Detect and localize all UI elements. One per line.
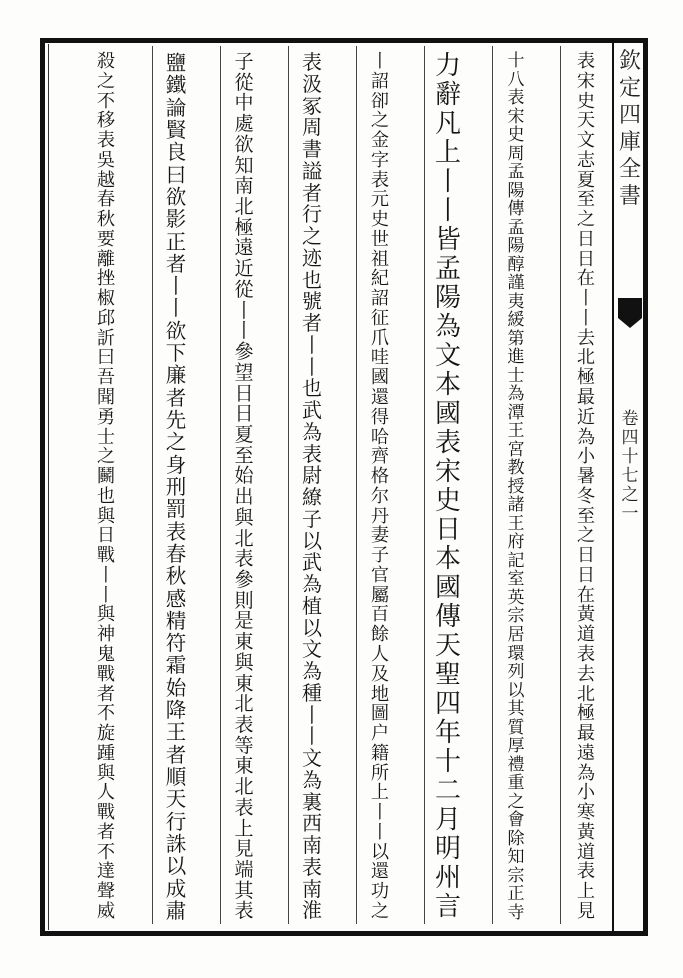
margin-divider (612, 38, 614, 936)
text-column-8: 殺之不移表吳越春秋要離挫椒邱訢曰吾聞勇士之鬭也與日戰丨丨與神鬼戰者不旋踵與人戰者不達聲威 (96, 51, 116, 922)
fish-tail-mark-icon (616, 296, 644, 330)
column-divider (560, 46, 561, 924)
text-column-1: 表宋史天文志夏至之日日在丨丨去北極最近為小暑冬至之日日在黃道表去北極最遠為小寒黃道表上見 (576, 51, 596, 922)
column-divider (288, 46, 289, 924)
text-column-5: 表汲冢周書謚者行之迹也號者丨丨也武為表尉繚子以武為植以文為種丨丨文為裏西南表南淮 (302, 50, 322, 923)
column-divider (220, 46, 221, 924)
text-column-4: 丨詔卻之金字表元史世祖紀詔征爪哇國還得哈齊格尔丹妻子官屬百餘人及地圖户籍所上丨丨以還功之 (370, 51, 390, 922)
text-column-6: 子從中處欲知南北極遠近從丨丨參望日日夏至始出與北表參則是東與東北表等東北表上見端其表 (234, 51, 254, 923)
column-divider (424, 46, 425, 924)
book-title: 欽定四庫全書 (618, 49, 641, 209)
text-column-3: 力辭凡上丨丨皆孟陽為文本國表宋史日本國傳天聖四年十二月明州言 (434, 51, 461, 922)
column-divider (492, 46, 493, 924)
column-divider (356, 46, 357, 924)
text-column-7: 鹽鐵論賢良曰欲影正者丨丨欲下廉者先之身刑罰表春秋感精符霜始降王者順天行誅以成肅 (165, 51, 187, 923)
column-divider (152, 46, 153, 924)
text-column-2: 十八表宋史周孟陽傳孟陽醇謹夷緩第進士為潭王宮教授諸王府記室英宗居環列以其質厚禮重之會除知宗正寺 (507, 51, 525, 923)
volume-label: 卷四十七之一 (621, 409, 639, 524)
